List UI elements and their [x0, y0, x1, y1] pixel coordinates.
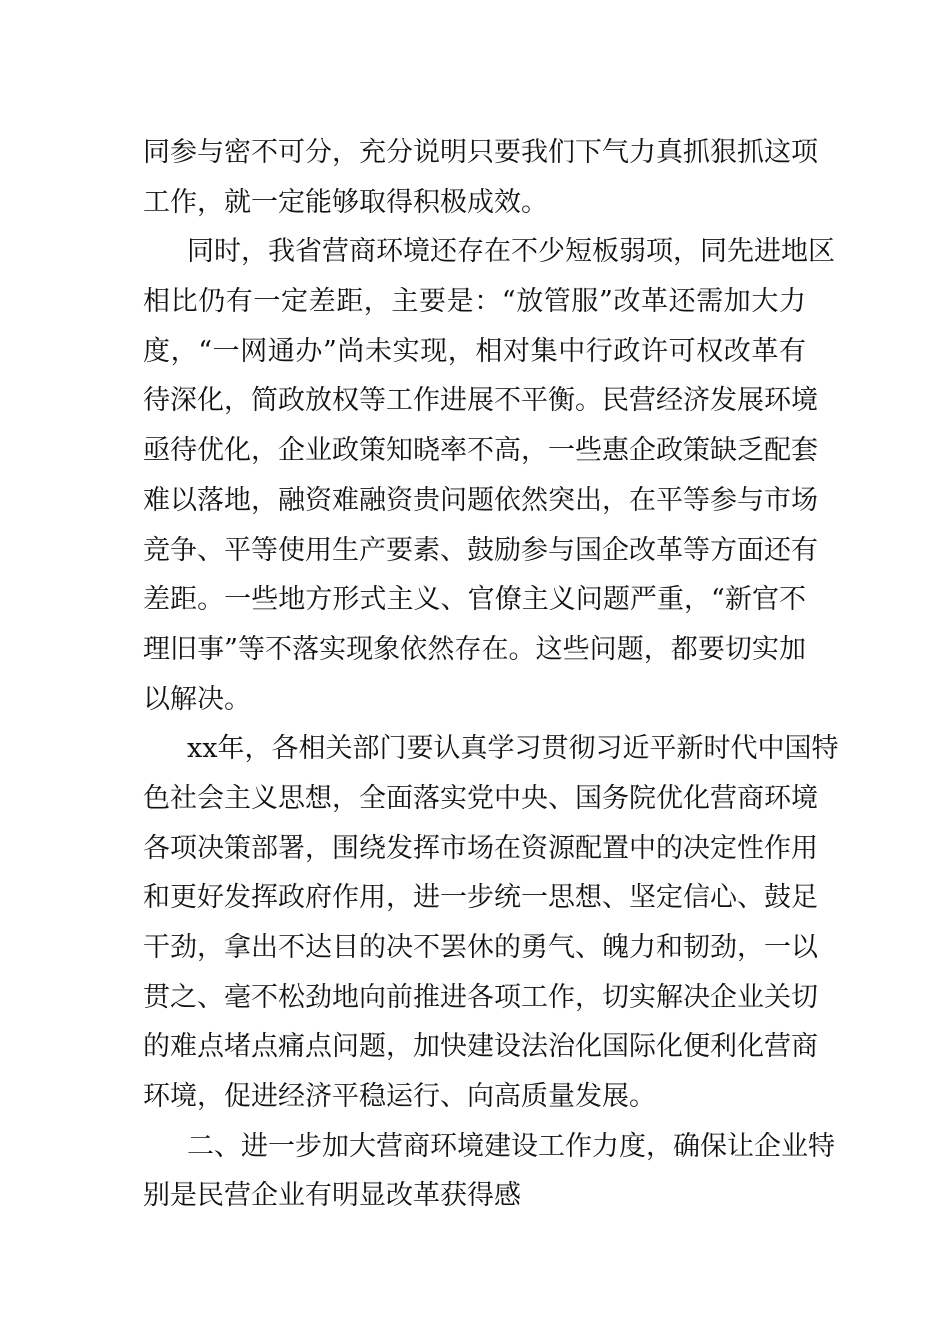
- text-line: 别是民营企业有明显改革获得感: [143, 1180, 521, 1212]
- text-line: 理旧事”等不落实现象依然存在。这些问题，都要切实加: [143, 633, 806, 665]
- document-body: [143, 134, 839, 1227]
- text-line: 以解决。: [143, 683, 251, 715]
- text-line: 贯之、毫不松劲地向前推进各项工作，切实解决企业关切: [143, 981, 818, 1013]
- text-line: 和更好发挥政府作用，进一步统一思想、坚定信心、鼓足: [143, 882, 818, 914]
- paragraph: [143, 134, 818, 233]
- text-line: 二、进一步加大营商环境建设工作力度，确保让企业特: [187, 1130, 835, 1162]
- text-line: 待深化，简政放权等工作进展不平衡。民营经济发展环境: [143, 385, 818, 417]
- text-line: 差距。一些地方形式主义、官僚主义问题严重，“新官不: [143, 584, 806, 616]
- text-line: xx年，各相关部门要认真学习贯彻习近平新时代中国特: [187, 733, 839, 765]
- text-line: 的难点堵点痛点问题，加快建设法治化国际化便利化营商: [143, 1031, 818, 1063]
- text-line: 竞争、平等使用生产要素、鼓励参与国企改革等方面还有: [143, 534, 818, 566]
- text-line: 同时，我省营商环境还存在不少短板弱项，同先进地区: [187, 236, 835, 268]
- text-line: 干劲，拿出不达目的决不罢休的勇气、魄力和韧劲，一以: [143, 932, 818, 963]
- text-line: 工作，就一定能够取得积极成效。: [143, 186, 548, 218]
- text-line: 同参与密不可分，充分说明只要我们下气力真抓狠抓这项: [143, 137, 818, 168]
- text-line: 环境，促进经济平稳运行、向高质量发展。: [143, 1081, 656, 1113]
- text-line: 亟待优化，企业政策知晓率不高，一些惠企政策缺乏配套: [143, 435, 818, 467]
- text-line: 相比仍有一定差距，主要是：“放管服”改革还需加大力: [143, 286, 806, 318]
- paragraph: [143, 730, 839, 1128]
- text-line: 度，“一网通办”尚未实现，相对集中行政许可权改革有: [143, 335, 806, 367]
- text-line: 各项决策部署，围绕发挥市场在资源配置中的决定性作用: [143, 832, 818, 864]
- paragraph: [143, 1128, 835, 1227]
- text-line: 色社会主义思想，全面落实党中央、国务院优化营商环境: [143, 782, 818, 814]
- paragraph: [143, 233, 835, 730]
- text-line: 难以落地，融资难融资贵问题依然突出，在平等参与市场: [143, 484, 818, 516]
